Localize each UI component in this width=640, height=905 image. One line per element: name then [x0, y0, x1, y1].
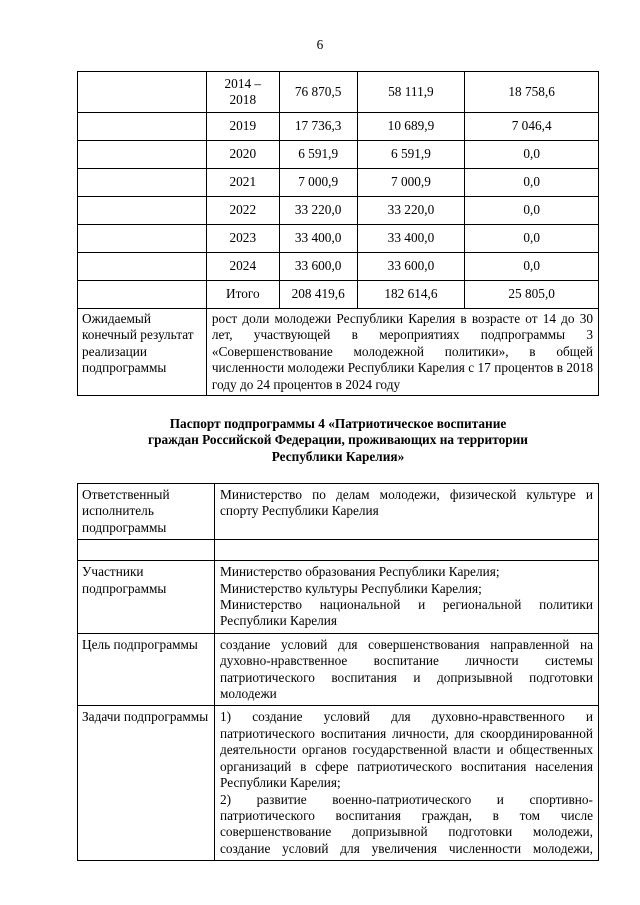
federal-cell: 18 758,6: [465, 72, 599, 113]
heading-line-3: Республики Карелия»: [271, 448, 405, 464]
funding-row: [78, 169, 599, 197]
label-cell: [78, 113, 207, 141]
federal-cell: 0,0: [465, 225, 599, 253]
budget-cell: 182 614,6: [357, 281, 465, 309]
year-cell: 2014 – 2018: [206, 72, 279, 113]
year-cell: 2024: [206, 253, 279, 281]
federal-cell: 0,0: [465, 197, 599, 225]
year-cell: Итого: [206, 281, 279, 309]
year-cell: 2021: [206, 169, 279, 197]
label-cell: [78, 253, 207, 281]
expected-result-row: [78, 309, 599, 396]
page-number: 6: [316, 37, 324, 52]
total-cell: 76 870,5: [279, 72, 357, 113]
executor-value: Министерство по делам молодежи, физической культуре и спорту Республики Карелия: [215, 484, 599, 540]
tasks-label: Задачи подпрограммы: [78, 706, 215, 861]
budget-cell: 6 591,9: [357, 141, 465, 169]
year-cell: 2023: [206, 225, 279, 253]
goal-value: создание условий для совершенствования направленной на духовно-нравственное воспитание личности системы патриотического воспитания и допризывной подготовки молодежи: [215, 633, 599, 706]
budget-cell: 33 220,0: [357, 197, 465, 225]
federal-cell: 0,0: [465, 141, 599, 169]
task-item: 2) развитие военно-патриотического и спортивно-патриотического воспитания граждан, в том числе совершенствование допризывной подготовки молодежи, создание условий для увеличения численности молодежи,: [220, 791, 593, 856]
heading-line-2: граждан Российской Федерации, проживающих на территории: [148, 432, 528, 448]
total-cell: 208 419,6: [279, 281, 357, 309]
budget-cell: 7 000,9: [357, 169, 465, 197]
passport-table: [77, 483, 599, 861]
subprogram-heading: [77, 416, 599, 465]
budget-cell: 10 689,9: [357, 113, 465, 141]
label-cell: [78, 197, 207, 225]
label-cell: [78, 169, 207, 197]
goal-row: [78, 633, 599, 706]
total-cell: 33 400,0: [279, 225, 357, 253]
funding-row: [78, 253, 599, 281]
federal-cell: 0,0: [465, 169, 599, 197]
total-cell: 33 600,0: [279, 253, 357, 281]
spacer-cell: [78, 540, 215, 561]
total-cell: 7 000,9: [279, 169, 357, 197]
budget-cell: 33 600,0: [357, 253, 465, 281]
participants-label: Участники подпрограммы: [78, 561, 215, 634]
participants-value: [215, 561, 599, 634]
funding-row: [78, 197, 599, 225]
funding-row: [78, 72, 599, 113]
budget-cell: 33 400,0: [357, 225, 465, 253]
funding-row: [78, 141, 599, 169]
label-cell: [78, 281, 207, 309]
funding-row: [78, 225, 599, 253]
heading-line-1: Паспорт подпрограммы 4 «Патриотическое воспитание: [169, 416, 507, 431]
expected-result-text: рост доли молодежи Республики Карелия в возрасте от 14 до 30 лет, участвующей в мероприятиях подпрограммы 3 «Совершенствование молодежной политики», в общей численности молодежи Республики Карелия с 17 процентов в 2018 году до 24 процентов в 2024 году: [206, 309, 598, 396]
executor-label: Ответственный исполнитель подпрограммы: [78, 484, 215, 540]
task-item: 1) создание условий для духовно-нравственного и патриотического воспитания личности, для скоординированной деятельности органов государственной власти и общественных организаций в сфере патриотического воспитания населения Республики Карелия;: [220, 709, 593, 791]
budget-cell: 58 111,9: [357, 72, 465, 113]
label-cell: [78, 225, 207, 253]
participant-item: Министерство культуры Республики Карелия;: [220, 580, 482, 596]
expected-result-label: Ожидаемый конечный результат реализации подпрограммы: [78, 309, 207, 396]
year-cell: 2019: [206, 113, 279, 141]
total-cell: 17 736,3: [279, 113, 357, 141]
executor-row: [78, 484, 599, 540]
goal-label: Цель подпрограммы: [78, 633, 215, 706]
federal-cell: 25 805,0: [465, 281, 599, 309]
funding-row: [78, 281, 599, 309]
funding-row: [78, 113, 599, 141]
year-cell: 2020: [206, 141, 279, 169]
tasks-value: [215, 706, 599, 861]
federal-cell: 0,0: [465, 253, 599, 281]
spacer-cell: [215, 540, 599, 561]
year-cell: 2022: [206, 197, 279, 225]
tasks-row: [78, 706, 599, 861]
total-cell: 33 220,0: [279, 197, 357, 225]
participant-item: Министерство образования Республики Карелия;: [220, 564, 500, 580]
participant-item: Министерство национальной и региональной политики Республики Карелия: [220, 597, 593, 629]
federal-cell: 7 046,4: [465, 113, 599, 141]
label-cell: [78, 72, 207, 113]
label-cell: [78, 141, 207, 169]
funding-table: [77, 71, 599, 396]
total-cell: 6 591,9: [279, 141, 357, 169]
participants-row: [78, 561, 599, 634]
